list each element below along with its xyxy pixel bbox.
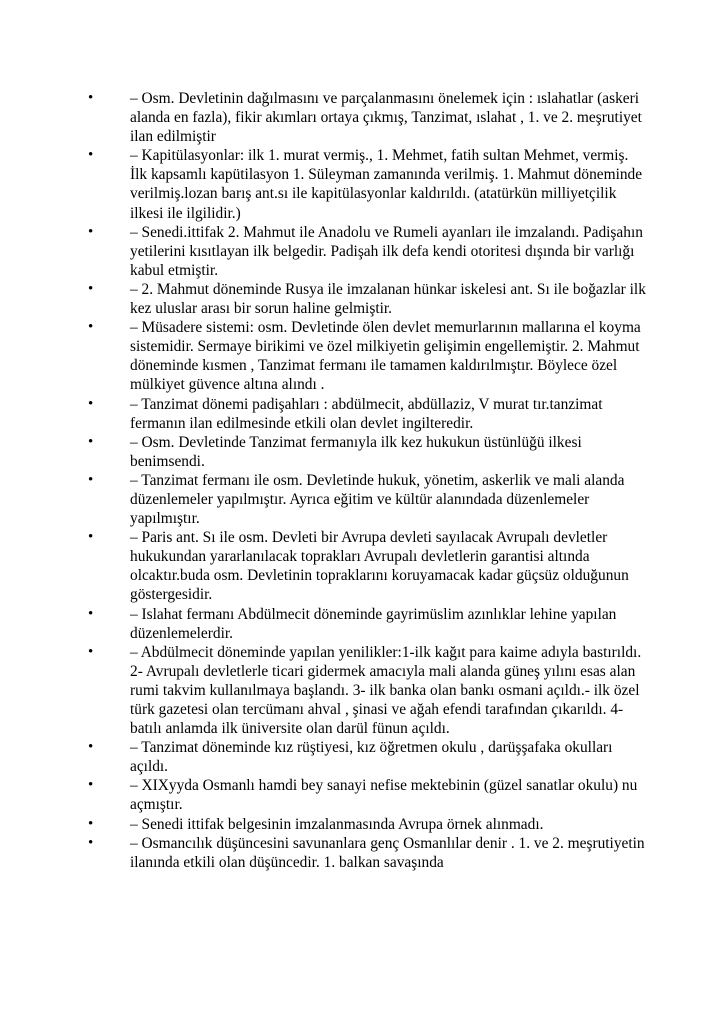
list-item-text: – Osm. Devletinde Tanzimat fermanıyla ilk kez hukukun üstünlüğü ilkesi benimsendi.: [130, 433, 582, 470]
list-item-text: – 2. Mahmut döneminde Rusya ile imzalanan hünkar iskelesi ant. Sı ile boğazlar ilk kez uluslar arası bir sorun haline gelmiştir.: [130, 280, 646, 318]
bullet-list: [88, 89, 648, 872]
list-item: [88, 834, 648, 872]
list-item: [88, 433, 648, 471]
list-item-text: – Senedi ittifak belgesinin imzalanmasında Avrupa örnek alınmadı.: [130, 815, 544, 833]
bullet-icon: •: [88, 529, 94, 546]
list-item-text: – Tanzimat fermanı ile osm. Devletinde hukuk, yönetim, askerlik ve mali alanda düzenlemeler yapılmıştır. Ayrıca eğitim ve kültür alanındada düzenlemeler yapılmıştır.: [130, 471, 625, 528]
bullet-icon: •: [88, 319, 94, 336]
list-item-text: – Senedi.ittifak 2. Mahmut ile Anadolu ve Rumeli ayanları ile imzalandı. Padişahın yetilerini kısıtlayan ilk belgedir. Padişah ilk defa kendi otoritesi dışında bir varlığı kabul etmiştir.: [130, 223, 643, 279]
list-item: [88, 318, 648, 394]
list-item-text: – Islahat fermanı Abdülmecit döneminde gayrimüslim azınlıklar lehine yapılan düzenlemelerdir.: [130, 605, 617, 642]
list-item: [88, 280, 648, 318]
list-item: [88, 776, 648, 814]
list-item-text: – XIXyyda Osmanlı hamdi bey sanayi nefise mektebinin (güzel sanatlar okulu) nu açmıştır.: [130, 777, 638, 814]
list-item: [88, 643, 648, 738]
bullet-icon: •: [88, 280, 94, 297]
list-item: [88, 471, 648, 528]
list-item-text: – Tanzimat döneminde kız rüştiyesi, kız öğretmen okulu , darüşşafaka okulları açıldı.: [130, 739, 613, 776]
bullet-icon: •: [88, 90, 94, 106]
bullet-icon: •: [88, 395, 94, 412]
list-item-text: – Kapitülasyonlar: ilk 1. murat vermiş., 1. Mehmet, fatih sultan Mehmet, vermiş. İlk kapsamlı kapütilasyon 1. Süleyman zamanında verilmiş. 1. Mahmut döneminde verilmiş.lozan barış ant.sı ile kapitülasyonlar kaldırıldı. (atatürkün milliyetçilik ilkesi ile ilgilidir.): [130, 147, 643, 222]
bullet-icon: •: [88, 777, 94, 794]
bullet-icon: •: [88, 147, 94, 164]
bullet-icon: •: [88, 834, 94, 851]
list-item: [88, 395, 648, 433]
bullet-icon: •: [88, 471, 94, 488]
list-item: [88, 815, 648, 834]
bullet-icon: •: [88, 815, 94, 832]
list-item-text: – Paris ant. Sı ile osm. Devleti bir Avrupa devleti sayılacak Avrupalı devletler hukukundan yararlanılacak toprakları Avrupalı devletlerin garantisi altında olcaktır.buda osm. Devletinin topraklarını koruyamacak kadar güçsüz olduğunun göstergesidir.: [130, 529, 629, 604]
list-item: [88, 223, 648, 280]
list-item-text: – Osmancılık düşüncesini savunanlara genç Osmanlılar denir . 1. ve 2. meşrutiyetin ilanında etkili olan düşüncedir. 1. balkan savaşında: [130, 834, 645, 871]
bullet-icon: •: [88, 223, 94, 240]
list-item: [88, 528, 648, 604]
bullet-icon: •: [88, 605, 94, 622]
list-item: [88, 738, 648, 776]
list-item-text: – Tanzimat dönemi padişahları : abdülmecit, abdüllaziz, V murat tır.tanzimat fermanın ilan edilmesinde etkili olan devlet ingilteredir.: [130, 395, 603, 432]
bullet-icon: •: [88, 739, 94, 756]
list-item-text: – Osm. Devletinin dağılmasını ve parçalanmasını önelemek için : ıslahatlar (askeri alanda en fazla), fikir akımları ortaya çıkmış, Tanzimat, ıslahat , 1. ve 2. meşrutiyet ilan edilmiştir: [130, 90, 642, 146]
list-item-text: – Müsadere sistemi: osm. Devletinde ölen devlet memurlarının mallarına el koyma sistemidir. Sermaye birikimi ve özel milkiyetin gelişimin engellemiştir. 2. Mahmut döneminde kısmen , Tanzimat fermanı ile tamamen kaldırılmıştır. Böylece özel mülkiyet güvence altına alındı .: [130, 319, 641, 394]
list-item: [88, 89, 648, 146]
bullet-icon: •: [88, 433, 94, 450]
list-item: [88, 605, 648, 643]
list-item: [88, 146, 648, 222]
list-item-text: – Abdülmecit döneminde yapılan yenilikler:1-ilk kağıt para kaime adıyla bastırıldı. 2- Avrupalı devletlerle ticari gidermek amacıyla mali alanda güneş yılını esas alan rumi takvim kullanılmaya başlandı. 3- ilk banka olan bankı osmani açıldı.- ilk özel türk gazetesi olan tercümanı ahval , şinasi ve ağah efendi tarafından çıkarıldı. 4- batılı anlamda ilk üniversite olan darül fünun açıldı.: [130, 643, 642, 738]
bullet-icon: •: [88, 643, 94, 660]
